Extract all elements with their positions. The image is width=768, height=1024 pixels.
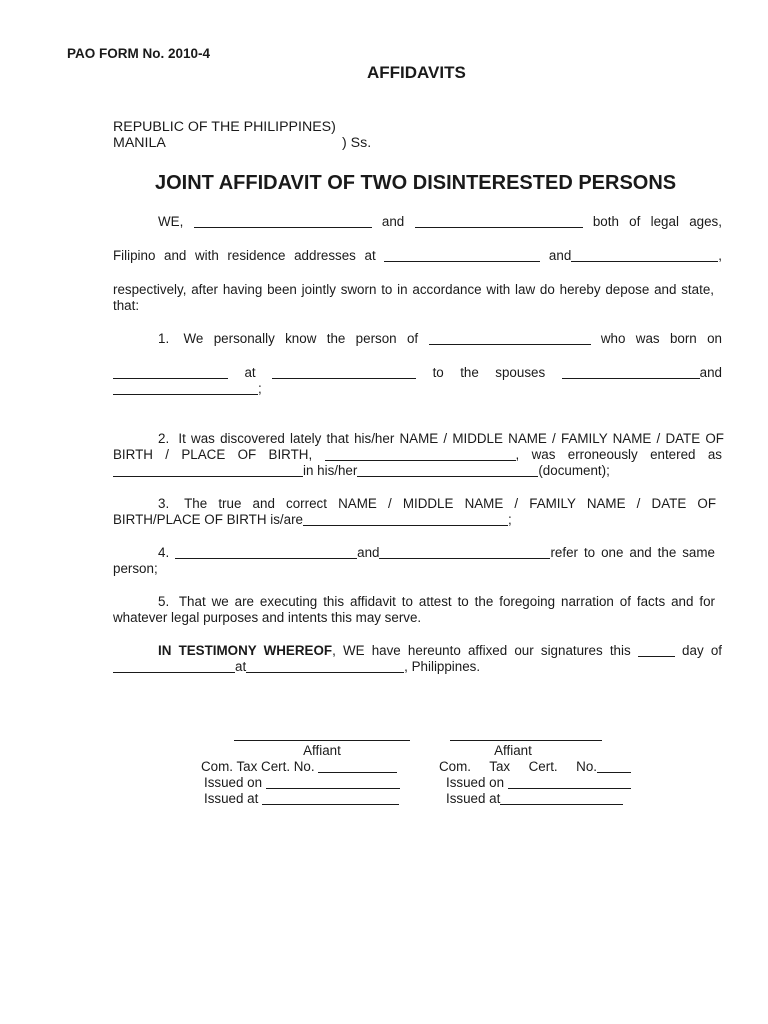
item-1-spouses: to the spouses [432, 365, 546, 380]
erroneous-name-blank [175, 548, 357, 559]
birth-place-blank [272, 368, 416, 379]
item-3-end: ; [508, 512, 512, 527]
item-1-number: 1. [158, 331, 170, 346]
item-5-number: 5. [158, 594, 170, 609]
venue-republic: REPUBLIC OF THE PHILIPPINES) [113, 119, 336, 135]
item-2-in: in his/her [303, 463, 358, 478]
month-year-blank [113, 662, 235, 673]
item-1-at: at [244, 365, 256, 380]
intro-residence: Filipino and with residence addresses at [113, 248, 376, 263]
item-3-birth: BIRTH/PLACE OF BIRTH is/are [113, 512, 303, 527]
item-3-true: The true and correct NAME / MIDDLE NAME / FAMILY NAME / DATE OF [184, 496, 716, 511]
testimony-philippines: , Philippines. [404, 659, 481, 674]
testimony-day-of: day of [682, 643, 722, 658]
intro-that: that: [113, 298, 140, 313]
item-2-number: 2. [158, 431, 170, 446]
intro-and-2: and [548, 248, 572, 263]
affiant-1-issued-at-blank [262, 794, 399, 805]
affiant-2-address-blank [571, 251, 718, 262]
form-category: AFFIDAVITS [367, 63, 466, 82]
affiant-2-issued-at [446, 791, 623, 807]
affiant-2-signature-line [450, 740, 602, 741]
item-1-and: and [699, 365, 722, 380]
affiant-1-name-blank [194, 217, 372, 228]
affiant-1-issued-on [204, 775, 400, 791]
item-2-discovered: It was discovered lately that his/her NAME / MIDDLE NAME / FAMILY NAME / DATE OF [178, 431, 724, 446]
day-blank [638, 646, 675, 657]
affiant-1-tax-cert-label: Com. Tax Cert. No. [201, 759, 315, 774]
item-1-line-2 [113, 365, 722, 381]
affiant-1-issued-at-label: Issued at [204, 791, 259, 806]
testimony-affixed: , WE have hereunto affixed our signatures this [332, 643, 631, 658]
affiant-1-signature-line [234, 740, 410, 741]
intro-comma: , [718, 248, 722, 263]
document-name-blank [357, 466, 538, 477]
affiant-2-tax-cert-label: Com. Tax Cert. No. [439, 759, 597, 774]
affiant-2-name-blank [415, 217, 583, 228]
item-3-line-1 [158, 496, 716, 512]
item-4-refer: refer to one and the same [550, 545, 715, 560]
affiant-2-issued-on-label: Issued on [446, 775, 505, 790]
testimony-line-2 [113, 659, 480, 675]
item-5-executing: That we are executing this affidavit to attest to the foregoing narration of facts and for [178, 594, 715, 609]
item-5-line-1 [158, 594, 715, 610]
intro-sworn: respectively, after having been jointly sworn to in accordance with law do hereby depose and state, [113, 282, 714, 297]
affiant-1-tax-cert [201, 759, 397, 775]
affiant-1-issued-on-label: Issued on [204, 775, 263, 790]
intro-line-names [158, 214, 722, 230]
affiant-2-issued-on [446, 775, 631, 791]
item-1-know: We personally know the person of [183, 331, 419, 346]
item-1-line-3 [113, 381, 262, 397]
erroneous-entry-blank [325, 450, 516, 461]
intro-and: and [381, 214, 405, 229]
affiant-2-tax-cert-blank [597, 762, 631, 773]
affiant-2-role: Affiant [494, 743, 532, 758]
affiant-2-issued-at-label: Issued at [446, 791, 501, 806]
place-blank [246, 662, 404, 673]
affiant-2-tax-cert [439, 759, 631, 775]
item-5-purposes: whatever legal purposes and intents this may serve. [113, 610, 422, 625]
item-2-line-2 [113, 447, 722, 463]
intro-we: WE, [158, 214, 184, 229]
affiant-2-issued-at-blank [500, 794, 623, 805]
intro-line-sworn [113, 282, 714, 298]
item-1-born: who was born on [600, 331, 722, 346]
correct-entry-blank [303, 515, 508, 526]
item-4-number: 4. [158, 545, 170, 560]
affiant-1-issued-on-blank [266, 778, 400, 789]
venue-ss: ) Ss. [342, 135, 372, 151]
item-4-person: person; [113, 561, 158, 576]
spouse-1-blank [562, 368, 700, 379]
item-3-line-2 [113, 512, 512, 528]
intro-line-residence [113, 248, 722, 264]
person-name-blank [429, 334, 591, 345]
testimony-at: at [235, 659, 247, 674]
document-title: JOINT AFFIDAVIT OF TWO DISINTERESTED PERSONS [155, 172, 677, 194]
birth-date-blank [113, 368, 228, 379]
item-1-line-1 [158, 331, 722, 347]
item-1-end: ; [258, 381, 262, 396]
item-2-birth: BIRTH / PLACE OF BIRTH, [113, 447, 313, 462]
item-2-entered: , was erroneously entered as [515, 447, 722, 462]
intro-legal-ages: both of legal ages, [592, 214, 722, 229]
item-2-document: (document); [538, 463, 610, 478]
item-4-and: and [357, 545, 380, 560]
item-2-line-3 [113, 463, 610, 479]
affiant-1-tax-cert-blank [318, 762, 397, 773]
form-number: PAO FORM No. 2010-4 [67, 46, 211, 61]
venue-city: MANILA [113, 135, 166, 151]
affiant-1-address-blank [384, 251, 540, 262]
spouse-2-blank [113, 384, 258, 395]
entry-location-blank [113, 466, 303, 477]
affiant-1-issued-at [204, 791, 399, 807]
affiant-1-role: Affiant [303, 743, 341, 758]
item-4-line-1 [158, 545, 715, 561]
affiant-2-issued-on-blank [508, 778, 631, 789]
item-2-line-1 [158, 431, 724, 447]
testimony-whereof: IN TESTIMONY WHEREOF [158, 643, 333, 658]
testimony-line-1 [158, 643, 722, 659]
item-3-number: 3. [158, 496, 170, 511]
correct-name-blank [379, 548, 550, 559]
